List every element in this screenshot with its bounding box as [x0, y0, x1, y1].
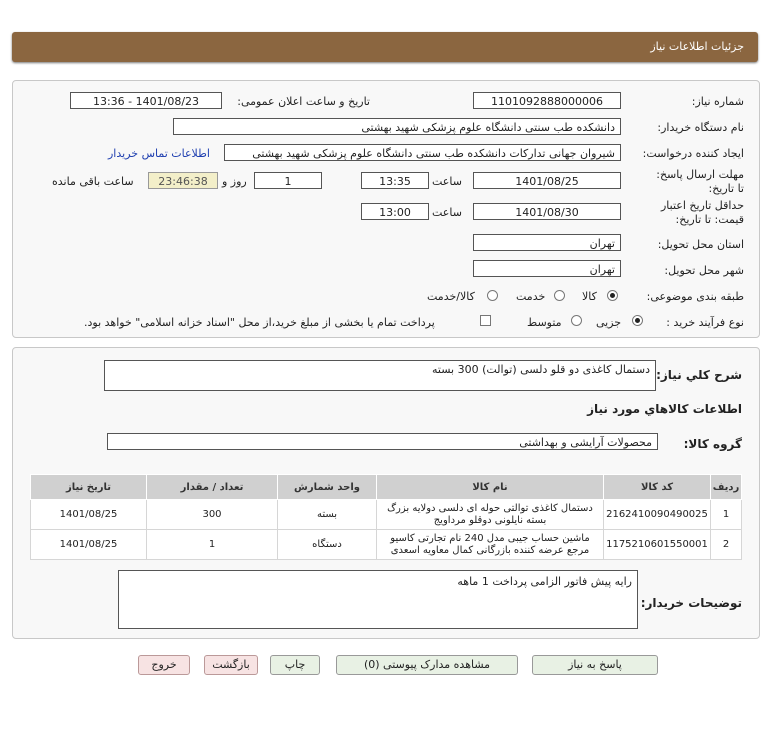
- category-radio-goods[interactable]: [607, 290, 618, 301]
- goods-code: 1175210601550001: [604, 530, 711, 560]
- need-number-field: 1101092888000006: [473, 92, 621, 109]
- requester-field: شیروان جهانی تدارکات دانشکده طب سنتی دانشگاه علوم پزشکی شهید بهشتی: [224, 144, 621, 161]
- reply-button[interactable]: پاسخ به نیاز: [532, 655, 658, 675]
- col-qty: تعداد / مقدار: [147, 475, 278, 500]
- validity-date-field: 1401/08/30: [473, 203, 621, 220]
- goods-unit: بسته: [278, 500, 377, 530]
- goods-date: 1401/08/25: [31, 500, 147, 530]
- purchase-type-label: نوع فرآیند خرید :: [666, 316, 744, 329]
- announce-label: تاریخ و ساعت اعلان عمومی:: [237, 95, 370, 108]
- province-label: استان محل تحویل:: [657, 238, 744, 251]
- col-date: تاریخ نیاز: [31, 475, 147, 500]
- row-index: 2: [711, 530, 742, 560]
- province-field: تهران: [473, 234, 621, 251]
- buyer-org-field: دانشکده طب سنتی دانشگاه علوم پزشکی شهید بهشتی: [173, 118, 621, 135]
- attachments-button[interactable]: مشاهده مدارک پیوستی (0): [336, 655, 518, 675]
- goods-qty: 300: [147, 500, 278, 530]
- deadline-time-field: 13:35: [361, 172, 429, 189]
- deadline-label: مهلت ارسال پاسخ: تا تاریخ:: [656, 168, 744, 195]
- category-radio-goods-service[interactable]: [487, 290, 498, 301]
- need-number-label: شماره نیاز:: [691, 95, 744, 108]
- page-title: جزئیات اطلاعات نیاز: [650, 40, 744, 53]
- purchase-radio-medium[interactable]: [571, 315, 582, 326]
- validity-time-field: 13:00: [361, 203, 429, 220]
- category-goods-service-label: کالا/خدمت: [427, 290, 475, 303]
- days-field: 1: [254, 172, 322, 189]
- goods-name: دستمال کاغذی توالتی حوله ای دلسی دولایه بزرگ بسته نایلونی دوقلو مرداویج: [377, 500, 604, 530]
- table-row: [31, 530, 742, 560]
- col-code: کد کالا: [604, 475, 711, 500]
- category-service-label: خدمت: [516, 290, 546, 303]
- goods-table-header: [31, 475, 742, 500]
- row-index: 1: [711, 500, 742, 530]
- buyer-org-label: نام دستگاه خریدار:: [657, 121, 744, 134]
- goods-date: 1401/08/25: [31, 530, 147, 560]
- goods-group-field: محصولات آرایشی و بهداشتی: [107, 433, 658, 450]
- purchase-minor-label: جزیی: [596, 316, 622, 329]
- remaining-time-label: ساعت باقی مانده: [52, 175, 134, 188]
- goods-table: [30, 474, 742, 560]
- buyer-notes-field: رایه پیش فاتور الزامی پرداخت 1 ماهه: [118, 570, 638, 629]
- category-radio-service[interactable]: [554, 290, 565, 301]
- validity-time-label: ساعت: [432, 206, 462, 219]
- goods-group-label: گروه کالا:: [683, 437, 742, 451]
- page-header: [12, 32, 758, 62]
- col-name: نام کالا: [377, 475, 604, 500]
- remaining-time-field: 23:46:38: [148, 172, 218, 189]
- category-label: طبقه بندی موضوعی:: [646, 290, 744, 303]
- back-button[interactable]: بازگشت: [204, 655, 258, 675]
- exit-button[interactable]: خروج: [138, 655, 190, 675]
- table-row: [31, 500, 742, 530]
- treasury-note: پرداخت تمام یا بخشی از مبلغ خرید،از محل "اسناد خزانه اسلامی" خواهد بود.: [84, 316, 435, 329]
- days-label: روز و: [222, 175, 247, 188]
- goods-name: ماشین حساب جیبی مدل 240 نام تجارتی کاسیو مرجع عرضه کننده بازرگانی کمال معاویه اسعدی: [377, 530, 604, 560]
- treasury-checkbox[interactable]: [480, 315, 491, 326]
- goods-info-title: اطلاعات کالاهاي مورد نياز: [587, 402, 742, 416]
- purchase-medium-label: متوسط: [527, 316, 562, 329]
- city-field: تهران: [473, 260, 621, 277]
- city-label: شهر محل تحویل:: [664, 264, 744, 277]
- buyer-contact-link[interactable]: اطلاعات تماس خریدار: [108, 147, 210, 160]
- goods-qty: 1: [147, 530, 278, 560]
- requester-label: ایجاد کننده درخواست:: [642, 147, 744, 160]
- buyer-notes-label: توضیحات خریدار:: [640, 596, 742, 610]
- validity-label: حداقل تاریخ اعتبار قیمت: تا تاریخ:: [660, 199, 744, 226]
- need-description-label: شرح کلي نياز:: [656, 368, 742, 382]
- col-row: ردیف: [711, 475, 742, 500]
- goods-code: 2162410090490025: [604, 500, 711, 530]
- goods-unit: دستگاه: [278, 530, 377, 560]
- need-description-field: دستمال کاغذی دو قلو دلسی (توالت) 300 بسته: [104, 360, 656, 391]
- purchase-radio-minor[interactable]: [632, 315, 643, 326]
- deadline-time-label: ساعت: [432, 175, 462, 188]
- announce-field: 1401/08/23 - 13:36: [70, 92, 222, 109]
- col-unit: واحد شمارش: [278, 475, 377, 500]
- print-button[interactable]: چاپ: [270, 655, 320, 675]
- deadline-date-field: 1401/08/25: [473, 172, 621, 189]
- category-goods-label: کالا: [582, 290, 597, 303]
